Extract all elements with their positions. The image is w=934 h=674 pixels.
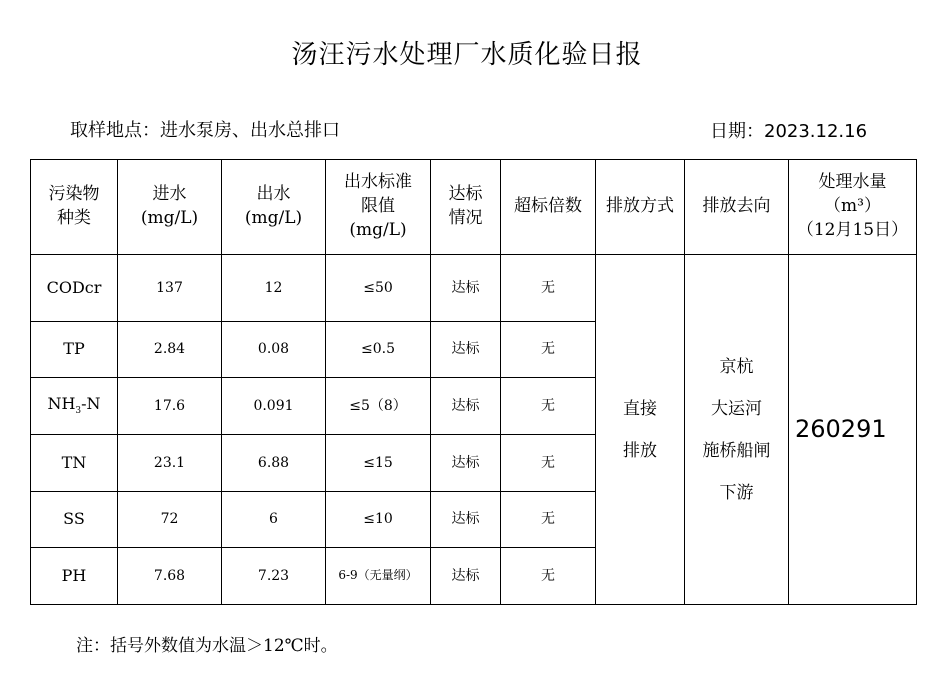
exceed-value: 无 <box>501 492 596 548</box>
exceed-value: 无 <box>501 255 596 322</box>
limit-value: ≤10 <box>326 492 431 548</box>
effluent-value: 6.88 <box>222 435 326 492</box>
water-quality-table <box>30 159 917 605</box>
report-title: 汤汪污水处理厂水质化验日报 <box>291 40 643 70</box>
influent-value: 7.68 <box>118 548 222 605</box>
footnote: 注：括号外数值为水温＞12℃时。 <box>76 636 338 656</box>
limit-value: 6-9（无量纲） <box>326 548 431 605</box>
influent-value: 23.1 <box>118 435 222 492</box>
header-limit: 出水标准 限值 (mg/L) <box>326 160 431 255</box>
exceed-value: 无 <box>501 322 596 378</box>
effluent-value: 0.08 <box>222 322 326 378</box>
pollutant-name: $NH_3-N$ <box>31 378 118 435</box>
influent-value: 17.6 <box>118 378 222 435</box>
header-discharge-method: 排放方式 <box>596 160 685 255</box>
pollutant-name: PH <box>31 548 118 605</box>
treated-volume: 260291 <box>789 255 917 605</box>
status-value: 达标 <box>431 435 501 492</box>
limit-value: ≤15 <box>326 435 431 492</box>
pollutant-name: CODcr <box>31 255 118 322</box>
influent-value: 137 <box>118 255 222 322</box>
influent-value: 72 <box>118 492 222 548</box>
effluent-value: 0.091 <box>222 378 326 435</box>
limit-value: ≤5（8） <box>326 378 431 435</box>
report-date: 日期：2023.12.16 <box>710 121 868 142</box>
header-pollutant: 污染物 种类 <box>31 160 118 255</box>
status-value: 达标 <box>431 378 501 435</box>
sampling-location: 取样地点：进水泵房、出水总排口 <box>70 120 340 141</box>
limit-value: ≤0.5 <box>326 322 431 378</box>
pollutant-name: TN <box>31 435 118 492</box>
status-value: 达标 <box>431 548 501 605</box>
status-value: 达标 <box>431 492 501 548</box>
header-row <box>31 160 917 255</box>
pollutant-name: TP <box>31 322 118 378</box>
header-status: 达标 情况 <box>431 160 501 255</box>
table-row <box>31 255 917 322</box>
status-value: 达标 <box>431 255 501 322</box>
status-value: 达标 <box>431 322 501 378</box>
effluent-value: 6 <box>222 492 326 548</box>
header-discharge-destination: 排放去向 <box>685 160 789 255</box>
header-influent: 进水 (mg/L) <box>118 160 222 255</box>
effluent-value: 12 <box>222 255 326 322</box>
header-volume: 处理水量 （m³） （12月15日） <box>789 160 917 255</box>
discharge-destination-cell: 京杭 大运河 施桥船闸 下游 <box>685 255 789 605</box>
exceed-value: 无 <box>501 548 596 605</box>
influent-value: 2.84 <box>118 322 222 378</box>
exceed-value: 无 <box>501 435 596 492</box>
exceed-value: 无 <box>501 378 596 435</box>
pollutant-name: SS <box>31 492 118 548</box>
limit-value: ≤50 <box>326 255 431 322</box>
header-exceed: 超标倍数 <box>501 160 596 255</box>
discharge-method-cell: 直接 排放 <box>596 255 685 605</box>
header-effluent: 出水 (mg/L) <box>222 160 326 255</box>
effluent-value: 7.23 <box>222 548 326 605</box>
